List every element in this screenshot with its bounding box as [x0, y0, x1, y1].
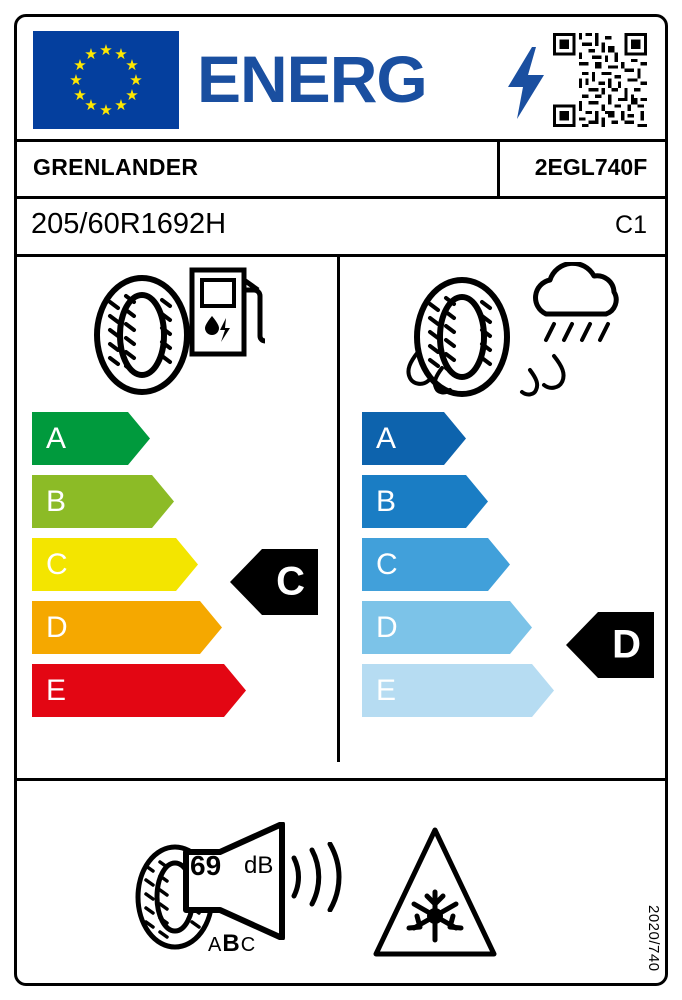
noise-class-a: A: [208, 934, 223, 956]
noise-class-scale: [208, 930, 256, 958]
brand-name: GRENLANDER: [33, 154, 199, 180]
brand-row: [17, 141, 665, 197]
wet-grip-grades: [362, 412, 602, 727]
wet-grip-rating-letter: D: [612, 622, 641, 667]
fuel-grade-letter: B: [46, 484, 67, 518]
wet-grip-grade-letter: A: [376, 421, 397, 455]
eu-star: ★: [84, 45, 98, 63]
eu-star: ★: [69, 71, 83, 89]
bottom-divider: [17, 778, 665, 781]
eu-star: ★: [99, 101, 113, 119]
model-code: 2EGL740F: [534, 154, 648, 180]
eu-star: ★: [114, 45, 128, 63]
eu-star: ★: [73, 56, 87, 74]
eu-star: ★: [125, 86, 139, 104]
fuel-efficiency-rating-letter: C: [276, 559, 305, 604]
fuel-grade-letter: C: [46, 547, 68, 581]
noise-value: 69: [190, 850, 222, 881]
energy-wordmark: ENERG: [197, 42, 427, 116]
noise-unit: dB: [244, 852, 274, 879]
wet-grip-rating-marker: [566, 612, 654, 678]
sound-waves-icon: [288, 842, 350, 912]
noise-class-b: B: [222, 930, 241, 957]
eu-star: ★: [114, 97, 128, 115]
fuel-grade-letter: A: [46, 421, 67, 455]
tyre-class: C1: [615, 211, 647, 239]
eu-flag-icon: [33, 31, 179, 129]
fuel-grade-b: [32, 475, 272, 528]
tyre-size-row: [17, 197, 665, 253]
lightning-bolt-icon: [506, 47, 546, 119]
fuel-grade-e: [32, 664, 272, 717]
wet-grip-grade-a: [362, 412, 602, 465]
fuel-grade-letter: D: [46, 610, 68, 644]
wet-grip-grade-c: [362, 538, 602, 591]
noise-class-c: C: [240, 934, 257, 956]
eu-star: ★: [84, 97, 98, 115]
snow-section: [370, 822, 500, 962]
wet-grip-grade-letter: D: [376, 610, 398, 644]
eu-star: ★: [129, 71, 143, 89]
wet-grip-grade-letter: E: [376, 673, 397, 707]
tyre-size: 205/60R1692H: [31, 208, 227, 240]
qr-code-icon: [553, 33, 647, 127]
fuel-pump-icon: [184, 262, 268, 360]
wet-grip-grade-letter: C: [376, 547, 398, 581]
wet-grip-icons: [408, 262, 628, 407]
tyre-icon: [88, 274, 196, 396]
eu-star: ★: [125, 56, 139, 74]
rain-cloud-icon: [520, 262, 628, 362]
fuel-grade-a: [32, 412, 272, 465]
fuel-efficiency-icons: [80, 262, 280, 402]
size-bottom-divider: [17, 254, 665, 257]
brand-divider: [497, 141, 500, 197]
fuel-grade-letter: E: [46, 673, 67, 707]
fuel-efficiency-rating-marker: [230, 549, 318, 615]
wet-grip-grade-b: [362, 475, 602, 528]
eu-star: ★: [99, 41, 113, 59]
3pmsf-snowflake-icon: [370, 822, 500, 962]
wet-grip-grade-letter: B: [376, 484, 397, 518]
eu-star: ★: [73, 86, 87, 104]
label-header: [17, 17, 665, 139]
noise-section: [130, 812, 350, 962]
column-divider: [337, 256, 340, 762]
label-year: 2020/740: [645, 905, 662, 972]
